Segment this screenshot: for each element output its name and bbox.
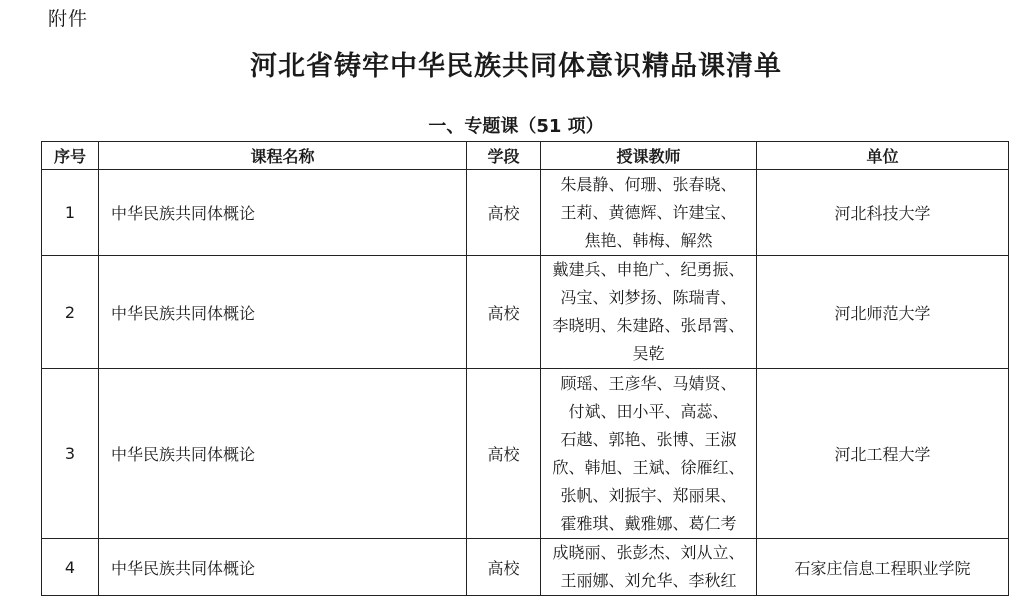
row-unit: 河北师范大学	[757, 256, 1009, 369]
row-stage: 高校	[467, 369, 541, 539]
header-course: 课程名称	[99, 142, 467, 170]
row-unit: 石家庄信息工程职业学院	[757, 539, 1009, 596]
row-no: 4	[42, 539, 99, 596]
row-stage: 高校	[467, 170, 541, 256]
section-title: 一、专题课（51 项）	[428, 116, 604, 137]
teacher-line: 霍雅琪、戴雅娜、葛仁考	[560, 513, 737, 533]
teacher-line: 冯宝、刘梦扬、陈瑞青、	[560, 288, 737, 307]
header-unit: 单位	[757, 142, 1009, 170]
header-no: 序号	[42, 142, 99, 170]
attachment-label: 附件	[48, 8, 89, 30]
header-stage: 学段	[467, 142, 541, 170]
teacher-line: 石越、郭艳、张博、王淑	[560, 429, 737, 449]
row-no: 1	[42, 170, 99, 256]
table-row	[42, 256, 1009, 369]
teacher-line: 朱晨静、何珊、张春晓、	[560, 174, 737, 194]
teacher-line: 王莉、黄德辉、许建宝、	[560, 202, 737, 222]
table-row	[42, 170, 1009, 256]
row-teachers	[541, 369, 757, 539]
table-row	[42, 539, 1009, 596]
row-unit: 河北工程大学	[757, 369, 1009, 539]
row-course: 中华民族共同体概论	[99, 256, 467, 369]
teacher-line: 顾瑶、王彦华、马婧贤、	[560, 373, 737, 393]
teacher-line: 李晓明、朱建路、张昂霄、	[552, 316, 745, 335]
course-table	[41, 141, 1009, 596]
document-title: 河北省铸牢中华民族共同体意识精品课清单	[250, 51, 782, 82]
row-course: 中华民族共同体概论	[99, 170, 467, 256]
row-stage: 高校	[467, 256, 541, 369]
teacher-line: 张帆、刘振宇、郑丽果、	[560, 485, 737, 505]
teacher-line: 焦艳、韩梅、解然	[584, 230, 713, 250]
table-row	[42, 369, 1009, 539]
row-stage: 高校	[467, 539, 541, 596]
teacher-line: 吴乾	[632, 344, 665, 363]
teacher-line: 戴建兵、申艳广、纪勇振、	[552, 260, 745, 279]
teacher-line: 成晓丽、张彭杰、刘从立、	[552, 543, 745, 562]
header-teachers: 授课教师	[541, 142, 757, 170]
row-teachers	[541, 170, 757, 256]
teacher-line: 王丽娜、刘允华、李秋红	[560, 571, 737, 590]
row-course: 中华民族共同体概论	[99, 369, 467, 539]
teacher-line: 付斌、田小平、高蕊、	[568, 401, 729, 421]
row-no: 3	[42, 369, 99, 539]
row-unit: 河北科技大学	[757, 170, 1009, 256]
row-teachers	[541, 256, 757, 369]
table-header-row	[42, 142, 1009, 170]
row-no: 2	[42, 256, 99, 369]
teacher-line: 欣、韩旭、王斌、徐雁红、	[552, 457, 745, 477]
row-course: 中华民族共同体概论	[99, 539, 467, 596]
row-teachers	[541, 539, 757, 596]
